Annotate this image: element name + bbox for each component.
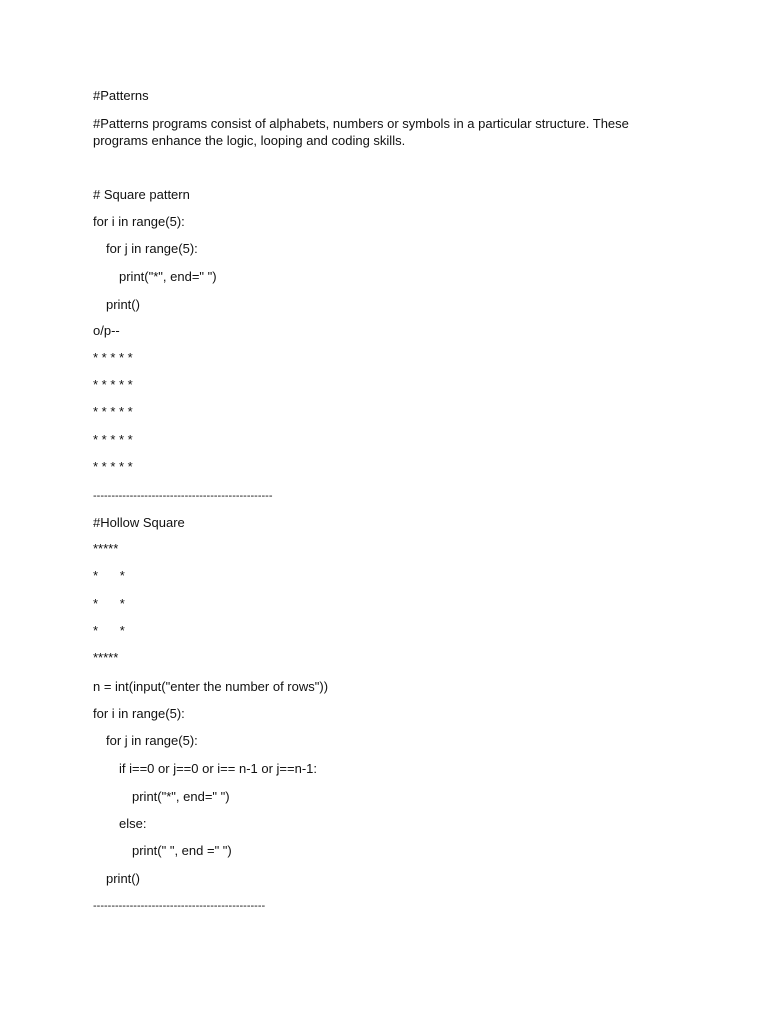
hollow-square-comment: #Hollow Square — [93, 515, 185, 530]
output-row: * * * * * — [93, 432, 133, 447]
code-line: for i in range(5): — [93, 706, 185, 721]
code-line: for i in range(5): — [93, 214, 185, 229]
intro-paragraph: #Patterns programs consist of alphabets, numbers or symbols in a particular structure. These programs enhance the logic, looping and coding skills. — [93, 116, 629, 148]
square-pattern-comment: # Square pattern — [93, 187, 190, 202]
output-row: * * * * * — [93, 459, 133, 474]
pattern-row: ***** — [93, 541, 119, 556]
code-line: else: — [119, 816, 147, 831]
code-line: if i==0 or j==0 or i== n-1 or j==n-1: — [119, 761, 318, 776]
section-separator: ----------------------------------------------- — [93, 900, 266, 912]
output-row: * * * * * — [93, 350, 133, 365]
code-line: print("*", end=" ") — [132, 789, 230, 804]
output-label: o/p-- — [93, 323, 120, 338]
code-line: print() — [106, 297, 140, 312]
code-line: for j in range(5): — [106, 241, 198, 256]
code-line: print() — [106, 871, 140, 886]
pattern-row: * * — [93, 623, 125, 638]
pattern-row: ***** — [93, 650, 119, 665]
code-line: for j in range(5): — [106, 733, 198, 748]
code-line: n = int(input("enter the number of rows")) — [93, 679, 329, 694]
pattern-row: * * — [93, 596, 125, 611]
code-line: print(" ", end =" ") — [132, 843, 232, 858]
output-row: * * * * * — [93, 404, 133, 419]
output-row: * * * * * — [93, 377, 133, 392]
section-separator: ------------------------------------------------- — [93, 490, 273, 502]
document-heading: #Patterns — [93, 88, 149, 103]
pattern-row: * * — [93, 568, 125, 583]
code-line: print("*", end=" ") — [119, 269, 217, 284]
